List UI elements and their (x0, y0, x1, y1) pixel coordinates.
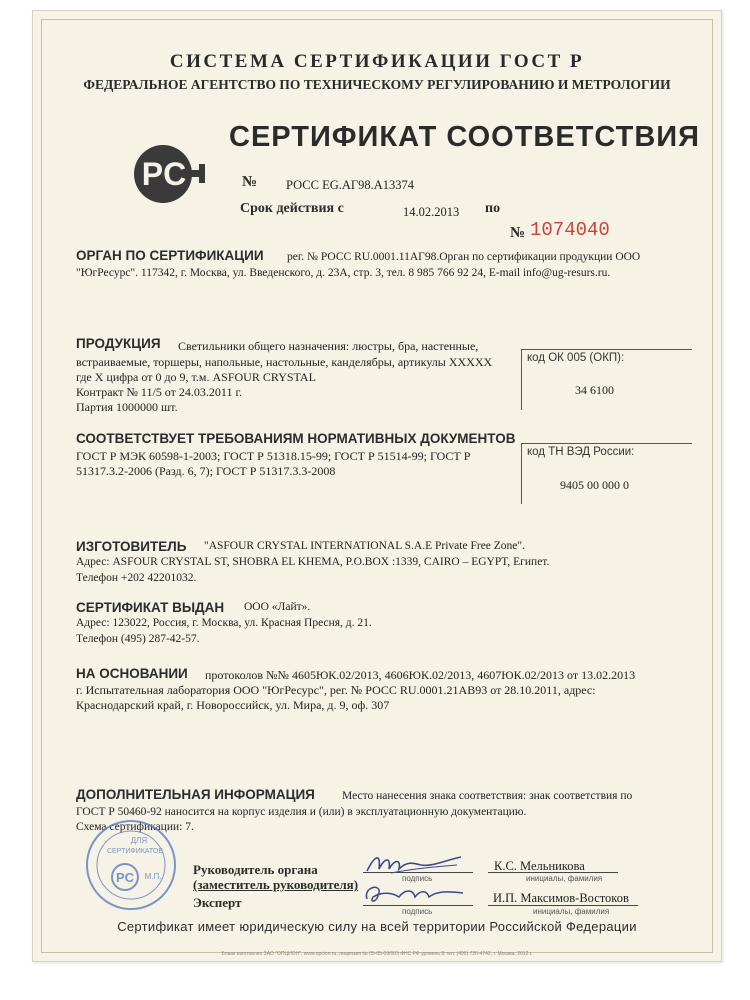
validity-label: Срок действия с (240, 201, 344, 216)
tnved-value: 9405 00 000 0 (560, 478, 629, 492)
stamp-mid-text: СЕРТИФИКАТОВ (106, 848, 164, 855)
product-line-5: Партия 1000000 шт. (76, 400, 178, 414)
expert-label: Эксперт (193, 895, 242, 910)
certificate-sheet (32, 10, 722, 962)
footer-legal-text: Сертификат имеет юридическую силу на всей территории Российской Федерации (117, 919, 637, 934)
head-name-caption: инициалы, фамилия (526, 874, 603, 883)
manufacturer-address: Адрес: ASFOUR CRYSTAL ST, SHOBRA EL KHEMA, P.O.BOX :1339, CAIRO – EGYPT, Египет. (76, 556, 550, 568)
additional-label: ДОПОЛНИТЕЛЬНАЯ ИНФОРМАЦИЯ (76, 787, 315, 802)
expert-signature-caption: подпись (402, 907, 433, 916)
head-label-2: (заместитель руководителя) (193, 877, 359, 892)
product-label: ПРОДУКЦИЯ (76, 336, 161, 351)
issued-name: ООО «Лайт». (244, 601, 311, 613)
serial-number: 1074040 (530, 219, 610, 241)
validity-from: 14.02.2013 (403, 205, 460, 219)
basis-label: НА ОСНОВАНИИ (76, 666, 188, 681)
head-label-1: Руководитель органа (193, 862, 318, 877)
manufacturer-name: "ASFOUR CRYSTAL INTERNATIONAL S.A.E Private Free Zone". (204, 540, 525, 552)
additional-line-1: Место нанесения знака соответствия: знак соответствия по (342, 790, 633, 802)
issued-label: СЕРТИФИКАТ ВЫДАН (76, 600, 225, 615)
head-name: К.С. Мельникова (494, 859, 585, 873)
okp-value: 34 6100 (575, 383, 614, 397)
head-signature-icon (361, 847, 471, 879)
conformity-line-2: 51317.3.2-2006 (Разд. 6, 7); ГОСТ Р 51317.3.3-2008 (76, 464, 336, 478)
basis-line-2: г. Испытательная лаборатория ООО "ЮгРесурс", рег. № РОСС RU.0001.21АВ93 от 28.10.2011, адрес: (76, 683, 596, 697)
validity-to-label: по (485, 201, 501, 216)
certification-stamp-icon (85, 819, 177, 911)
manufacturer-label: ИЗГОТОВИТЕЛЬ (76, 539, 187, 554)
product-line-2: встраиваемые, торшеры, напольные, настольные, канделябры, артикулы XXXXX (76, 355, 493, 369)
tnved-label: код ТН ВЭД России: (527, 446, 635, 458)
product-line-3: где X цифра от 0 до 9, т.м. ASFOUR CRYSTAL (76, 370, 316, 384)
system-title: СИСТЕМА СЕРТИФИКАЦИИ ГОСТ Р (169, 51, 585, 72)
serial-label: № (510, 225, 526, 241)
expert-signature-icon (359, 879, 471, 909)
head-signature-caption: подпись (402, 874, 433, 883)
agency-title: ФЕДЕРАЛЬНОЕ АГЕНТСТВО ПО ТЕХНИЧЕСКОМУ РЕГУЛИРОВАНИЮ И МЕТРОЛОГИИ (83, 77, 671, 92)
organ-line-2: "ЮгРесурс". 117342, г. Москва, ул. Введенского, д. 23А, стр. 3, тел. 8 985 766 92 24, E-mail info@ug-resurs.ru. (76, 267, 611, 279)
basis-line-1: протоколов №№ 4605ЮК.02/2013, 4606ЮК.02/2013, 4607ЮК.02/2013 от 13.02.2013 (205, 668, 636, 682)
stamp-mp-text: М.П. (144, 872, 162, 881)
organ-line-1: рег. № РОСС RU.0001.11АГ98.Орган по сертификации продукции ООО (287, 251, 641, 263)
product-line-1: Светильники общего назначения: люстры, бра, настенные, (178, 339, 479, 353)
basis-line-3: Краснодарский край, г. Новороссийск, ул. Мира, д. 9, оф. 307 (76, 698, 390, 712)
number-label: № (242, 174, 258, 190)
product-line-4: Контракт № 11/5 от 24.03.2011 г. (76, 385, 243, 399)
okp-label: код ОК 005 (ОКП): (527, 352, 625, 364)
conformity-line-1: ГОСТ Р МЭК 60598-1-2003; ГОСТ Р 51318.15-99; ГОСТ Р 51514-99; ГОСТ Р (76, 449, 471, 463)
issued-phone: Телефон (495) 287-42-57. (76, 633, 200, 645)
expert-name-line (488, 905, 638, 906)
additional-line-2: ГОСТ Р 50460-92 наносится на корпус изделия и (или) в эксплуатационную документацию. (76, 806, 527, 818)
additional-line-3: Схема сертификации: 7. (76, 821, 194, 833)
stamp-top-text: ДЛЯ (130, 836, 148, 845)
expert-name: И.П. Максимов-Востоков (493, 891, 629, 905)
stamp-logo-text: PC (115, 870, 135, 885)
certificate-number: РОСС EG.АГ98.А13374 (286, 178, 415, 192)
organ-label: ОРГАН ПО СЕРТИФИКАЦИИ (76, 248, 264, 263)
conformity-label: СООТВЕТСТВУЕТ ТРЕБОВАНИЯМ НОРМАТИВНЫХ ДОКУМЕНТОВ (76, 431, 516, 446)
expert-name-caption: инициалы, фамилия (533, 907, 610, 916)
head-name-line (488, 872, 618, 873)
gost-r-logo-icon (133, 144, 215, 204)
logo-letters: PC (141, 156, 187, 192)
issued-address: Адрес: 123022, Россия, г. Москва, ул. Красная Пресня, д. 21. (76, 617, 372, 629)
certificate-title: СЕРТИФИКАТ СООТВЕТСТВИЯ (229, 121, 700, 153)
footer-print-info: Бланк изготовлен ЗАО "ОПЦИОН", www.opcion.ru, лицензия № 05-05-09/003 ФНС РФ уровень В тел. (495) 726-4742, г. Москва, 2012 г. (221, 951, 533, 957)
manufacturer-phone: Телефон +202 42201032. (76, 572, 197, 584)
